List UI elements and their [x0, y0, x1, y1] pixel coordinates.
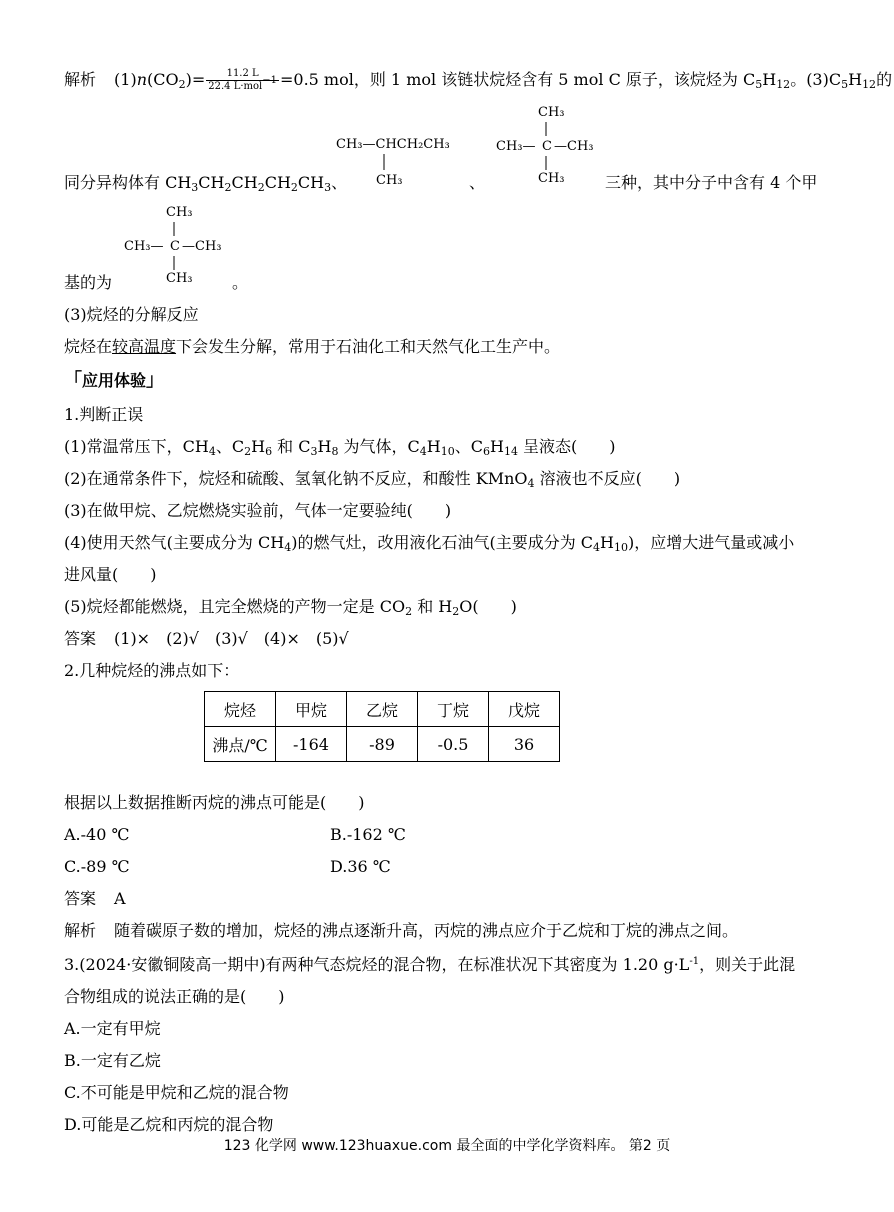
q3-option-d: D.可能是乙烷和丙烷的混合物 [64, 1115, 274, 1134]
q1-item-4-cont: 进风量( ) [64, 565, 157, 584]
q1-title: 1.判断正误 [64, 405, 144, 424]
isomer-suffix: 三种，其中分子中含有 4 个甲 [605, 173, 818, 192]
table-cell: 乙烷 [347, 692, 418, 727]
page-footer: 123 化学网 www.123huaxue.com 最全面的中学化学资料库。 第2 页 [223, 1138, 671, 1154]
table-cell: 戊烷 [489, 692, 560, 727]
application-heading: 「应用体验」 [64, 370, 165, 391]
q1-item-1: (1)常温常压下，$CH_4$、$C_2H_6$ 和 $C_3H_8$ 为气体，$C_4H_{10}$、$C_6H_{14}$ 呈液态( ) [64, 437, 616, 458]
analysis-line-1: 解析 $(1)n(CO_2)=$ $\frac{11.2 L}{22.4 L\cdot mol^{-1}}$ =0.5 mol，则 1 mol 该链状烷烃含有 5 mol C 原子，该烷烃为 $C_5H_{12}$。$(3)C_5H_{12}$的 [64, 68, 893, 92]
q1-item-2: (2)在通常条件下，烷烃和硫酸、氢氧化钠不反应，和酸性 KMnO$_4$ 溶液也不反应( ) [64, 469, 681, 490]
table-cell: 甲烷 [276, 692, 347, 727]
svg-text:CH₃—: CH₃— [124, 239, 164, 254]
svg-text:C: C [170, 239, 180, 254]
q1-item-3: (3)在做甲烷、乙烷燃烧实验前，气体一定要验纯( ) [64, 501, 452, 520]
q2-title: 2.几种烷烃的沸点如下： [64, 661, 240, 680]
q1-item-5: (5)烷烃都能燃烧，且完全燃烧的产物一定是 $CO_2$ 和 $H_2O$( ) [64, 597, 517, 618]
q3-line-2: 合物组成的说法正确的是( ) [64, 987, 285, 1006]
svg-text:CH₃: CH₃ [166, 271, 193, 286]
isopentane-branch: CH₃ [376, 173, 403, 186]
isomer-separator: 、 [469, 173, 486, 192]
q2-option-d: D.36 ℃ [330, 857, 391, 876]
neopentane-structure-2 [122, 200, 232, 286]
isomer-line: 同分异构体有 $CH_3CH_2CH_2CH_2CH_3$、 [64, 173, 348, 194]
svg-text:C: C [542, 139, 552, 154]
q3-option-b: B.一定有乙烷 [64, 1051, 161, 1070]
section-3-body: 烷烃在较高温度下会发生分解，常用于石油化工和天然气化工生产中。 [64, 337, 561, 356]
q2-option-b: B.-162 ℃ [330, 825, 406, 844]
analysis-label: 解析 [64, 70, 97, 89]
table-cell: 沸点/℃ [205, 727, 276, 762]
q1-answer: 答案 (1)× (2)√ (3)√ (4)× (5)√ [64, 629, 349, 648]
q3-option-c: C.不可能是甲烷和乙烷的混合物 [64, 1083, 289, 1102]
svg-text:CH₃: CH₃ [538, 171, 565, 186]
q2-answer: 答案 A [64, 889, 126, 908]
q2-analysis: 解析 随着碳原子数的增加，烷烃的沸点逐渐升高，丙烷的沸点应介于乙烷和丁烷的沸点之间。 [64, 921, 739, 940]
section-3-title: (3)烷烃的分解反应 [64, 305, 199, 324]
boiling-point-table [204, 691, 560, 762]
q2-option-c: C.-89 ℃ [64, 857, 130, 876]
isopentane-structure [334, 130, 464, 186]
table-cell: 烷烃 [205, 692, 276, 727]
methyl-line-end: 。 [232, 273, 249, 292]
svg-text:—CH₃: —CH₃ [554, 139, 594, 154]
methyl-line: 基的为 [64, 273, 113, 292]
q3-option-a: A.一定有甲烷 [64, 1019, 161, 1038]
neopentane-structure-1 [494, 100, 604, 186]
svg-text:CH₃—: CH₃— [496, 139, 536, 154]
svg-text:—CH₃: —CH₃ [182, 239, 222, 254]
q2-option-a: A.-40 ℃ [64, 825, 130, 844]
table-cell: -89 [347, 727, 418, 762]
table-cell: -0.5 [418, 727, 489, 762]
q3-line-1: 3.(2024·安徽铜陵高一期中)有两种气态烷烃的混合物，在标准状况下其密度为 1.20 $g\cdot L^{-1}$，则关于此混 [64, 955, 796, 974]
molar-fraction: $\frac{11.2 L}{22.4 L\cdot mol^{-1}}$ [208, 68, 277, 92]
isopentane-main-chain: CH₃—CHCH₂CH₃ [336, 137, 450, 152]
table-cell: 36 [489, 727, 560, 762]
table-row [205, 692, 560, 727]
svg-text:CH₃: CH₃ [166, 205, 193, 220]
table-cell: 丁烷 [418, 692, 489, 727]
svg-text:CH₃: CH₃ [538, 105, 565, 120]
table-cell: -164 [276, 727, 347, 762]
table-row [205, 727, 560, 762]
q1-item-4: (4)使用天然气(主要成分为 $CH_4$)的燃气灶，改用液化石油气(主要成分为 $C_4H_{10}$)，应增大进气量或减小 [64, 533, 795, 554]
q2-question: 根据以上数据推断丙烷的沸点可能是( ) [64, 793, 365, 812]
